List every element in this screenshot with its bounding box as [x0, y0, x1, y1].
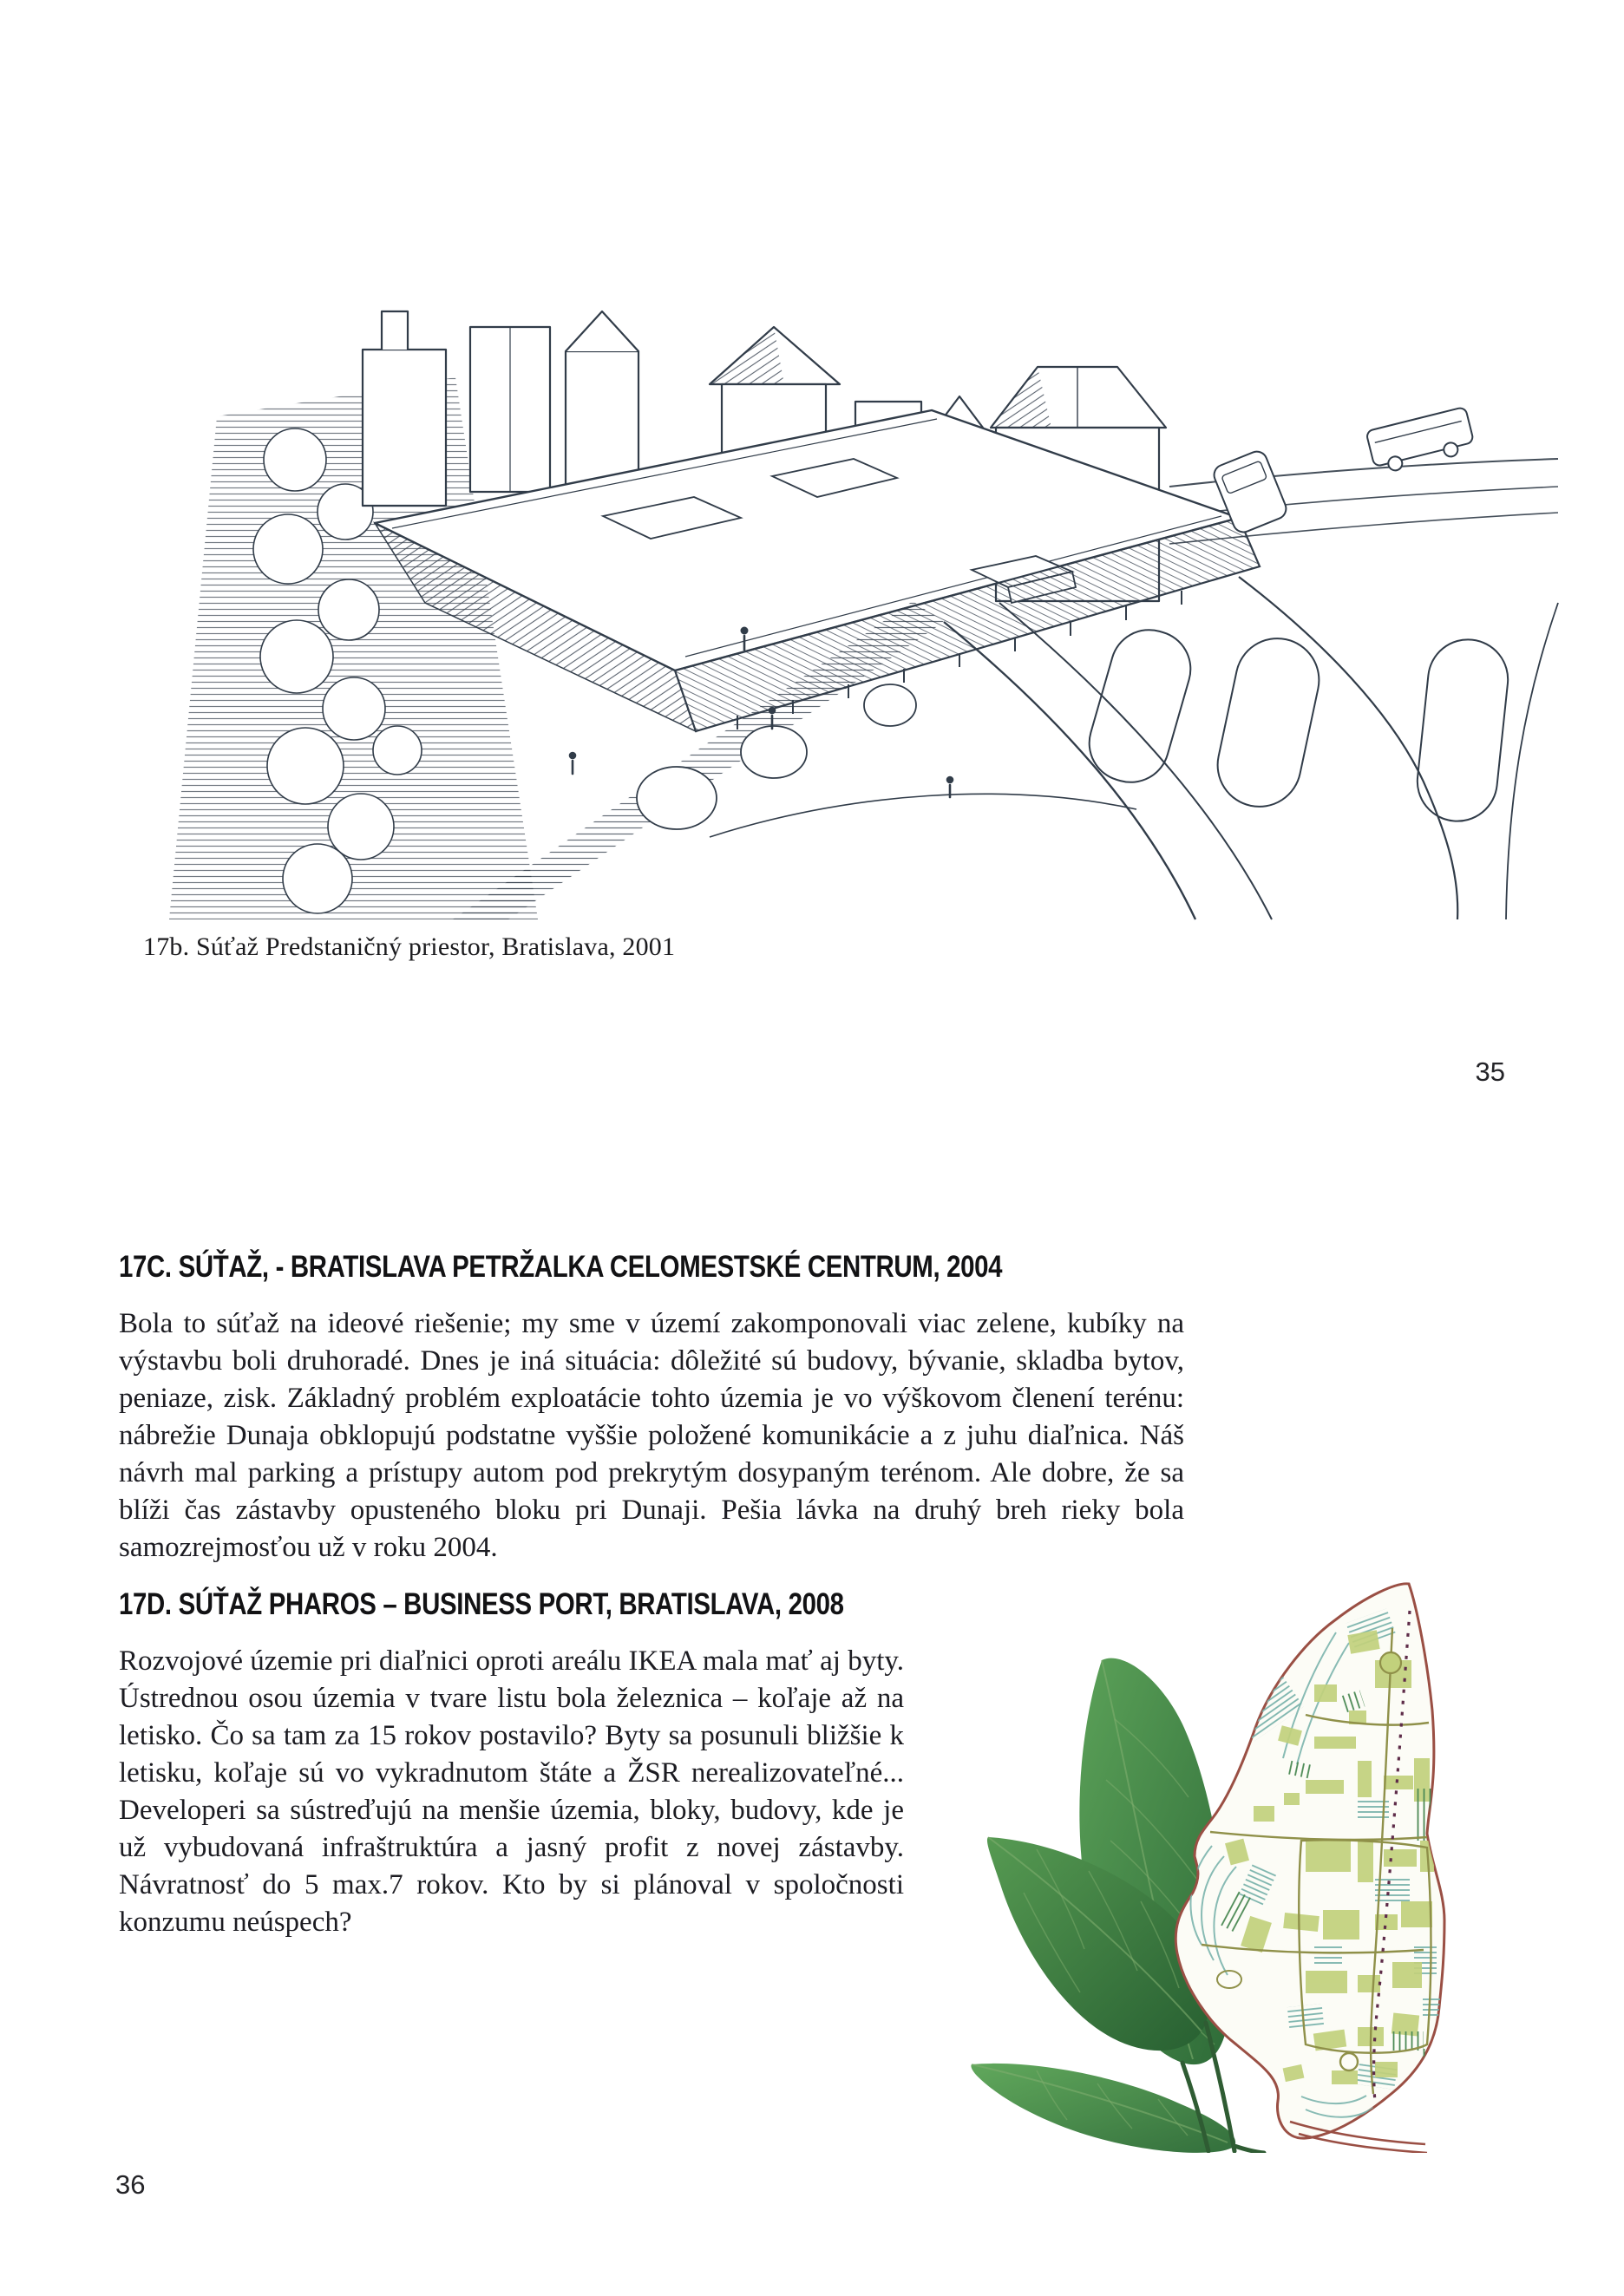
section-17d: [119, 1587, 904, 1941]
figure-caption: 17b. Súťaž Predstaničný priestor, Bratislava, 2001: [143, 932, 676, 961]
section-17d-body: Rozvojové územie pri diaľnici oproti areálu IKEA mala mať aj byty. Ústrednou osou územia v tvare listu bola železnica – koľaje až na letisko. Čo sa tam za 15 rokov postavilo? Byty sa posunuli bližšie k letisku, koľaje sú vo vykradnutom štáte a ŽSR nerealizovateľné... Developeri sa sústreďujú na menšie územia, bloky, budovy, kde je už vybudovaná infraštruktúra a jasný profit z novej zástavby. Návratnosť do 5 max.7 rokov. Kto by si plánoval v spoločnosti konzumu neúspech?: [119, 1645, 904, 1938]
parking-bays: [1080, 621, 1511, 825]
section-17c: [119, 1250, 1184, 1567]
section-17c-body: Bola to súťaž na ideové riešenie; my sme v území zakomponovali viac zelene, kubíky na výstavbu boli druhoradé. Dnes je iná situácia: dôležité sú budovy, bývanie, skladba bytov, peniaze, zisk. Základný problém exploatácie tohto územia je vo výškovom členení terénu: nábrežie Dunaja obklopujú podstatne vyššie položené komunikácie a z juhu diaľnica. Náš návrh mal parking a prístupy autom pod prekrytým dosypaným terénom. Ale dobre, že sa blíži čas zástavby opusteného bloku pri Dunaji. Pešia lávka na druhý breh rieky bola samozrejmosťou už v roku 2004.: [119, 1308, 1184, 1563]
page-number-35: 35: [1475, 1056, 1505, 1087]
map-leaf-stem: [1290, 2122, 1427, 2153]
station-sketch-figure: [165, 230, 1562, 924]
section-17d-heading: 17D. SÚŤAŽ PHAROS – BUSINESS PORT, BRATISLAVA, 2008: [119, 1587, 844, 1621]
leaf-map-drawing: [941, 1580, 1557, 2153]
page-number-36: 36: [115, 2169, 146, 2200]
section-17c-heading: 17C. SÚŤAŽ, - BRATISLAVA PETRŽALKA CELOMESTSKÉ CENTRUM, 2004: [119, 1250, 1003, 1284]
leaf-map-figure: [941, 1580, 1557, 2153]
station-sketch-drawing: [165, 230, 1562, 924]
